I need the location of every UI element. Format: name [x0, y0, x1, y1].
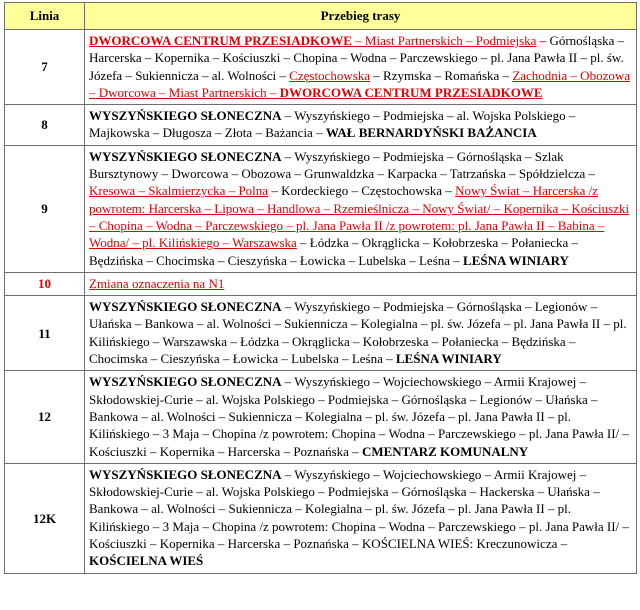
- terminal-stop: WYSZYŃSKIEGO SŁONECZNA: [89, 148, 282, 164]
- bottom-crop-edge: [0, 606, 640, 610]
- line-number: 7: [5, 30, 85, 105]
- route-description: [85, 463, 637, 573]
- route-text: – Łódzka – Okrąglicka – Kołobrzeska – Połaniecka – Będzińska – Chocimska – Cieszyńska – Łowicka – Lubelska – Leśna –: [89, 235, 579, 268]
- table-row: [5, 371, 637, 463]
- route-text: – Kordeckiego – Częstochowska –: [268, 183, 456, 199]
- line-number: 10: [5, 272, 85, 295]
- route-change-text[interactable]: Częstochowska: [289, 67, 371, 83]
- line-number: 8: [5, 105, 85, 146]
- terminal-stop: CMENTARZ KOMUNALNY: [361, 443, 529, 459]
- table-header-row: [5, 3, 637, 30]
- line-number: 9: [5, 145, 85, 272]
- route-description: [85, 296, 637, 371]
- route-text: – Rzymska – Romańska –: [370, 67, 513, 83]
- route-text: – Górnośląska – Harcerska – Kopernika – Kościuszki – Chopina – Wodna – Parczewskiego – pl. Jana Pawła II – pl. św. Józefa – Sukiennicza – al. Wolności –: [89, 33, 625, 83]
- terminal-stop: WYSZYŃSKIEGO SŁONECZNA: [89, 299, 282, 315]
- header-route: Przebieg trasy: [85, 3, 637, 30]
- route-description: [85, 105, 637, 146]
- route-description: [85, 371, 637, 463]
- terminal-stop: LEŚNA WINIARY: [463, 252, 569, 268]
- table-row: [5, 296, 637, 371]
- route-description: [85, 30, 637, 105]
- table-row: [5, 463, 637, 573]
- route-change-text[interactable]: Zachodnia – Obozowa – Dworcowa – Miast Partnerskich –: [89, 67, 630, 100]
- terminal-stop: WYSZYŃSKIEGO SŁONECZNA: [89, 466, 282, 482]
- line-number: 12K: [5, 463, 85, 573]
- terminal-stop: WAŁ BERNARDYŃSKI BAŻANCIA: [325, 125, 537, 141]
- table-row: [5, 30, 637, 105]
- route-description: [85, 272, 637, 295]
- route-description: [85, 145, 637, 272]
- terminal-stop: KOŚCIELNA WIEŚ: [89, 553, 204, 569]
- route-change-text[interactable]: – Miast Partnerskich – Podmiejska: [351, 33, 537, 48]
- table-row: [5, 145, 637, 272]
- route-text: – Wyszyńskiego – Podmiejska – Górnośląska – Legionów – Ułańska – Bankowa – al. Wolności – Sukiennicza – Kolegialna – pl. św. Józefa – pl. Jana Pawła II – pl. Kilińskiego – Warszawska – Łódzka – Okrąglicka – Kołobrzeska – Połaniecka – Będzińska – Chocimska – Cieszyńska – Łowicka – Lubelska – Leśna –: [89, 299, 627, 367]
- route-table: [4, 2, 637, 574]
- table-row: [5, 272, 637, 295]
- route-change-text[interactable]: Nowy Świat – Harcerska /z powrotem: Harcerska – Lipowa – Handlowa – Rzemieślnicza – Nowy Świat/ – Kopernika – Kościuszki – Chopina – Wodna – Parczewskiego – pl. Jana Pawła II /z powrotem: pl. Jana Pawła II – Babina – Wodna/ – pl. Kilińskiego – Warszawska: [89, 183, 630, 251]
- terminal-stop[interactable]: DWORCOWA CENTRUM PRZESIADKOWE: [89, 33, 352, 48]
- route-text: – Wyszyńskiego – Wojciechowskiego – Armii Krajowej – Skłodowskiej-Curie – al. Wojska Polskiego – Podmiejska – Górnośląska – Hackerska – Ułańska – Bankowa – al. Wolności – Sukiennicza – Kolegialna – pl. św. Józefa – pl. Jana Pawła II – pl. Kilińskiego – 3 Maja – Chopina /z powrotem: Chopina – Wodna – Parczewskiego – pl. Jana Pawła II/ – Kościuszki – Kopernika – Harcerska – Poznańska – KOŚCIELNA WIEŚ: Kreczunowicza –: [89, 466, 629, 552]
- terminal-stop: WYSZYŃSKIEGO SŁONECZNA: [89, 108, 282, 124]
- table-row: [5, 105, 637, 146]
- route-text: – Wyszyńskiego – Podmiejska – Górnośląska – Szlak Bursztynowy – Dworcowa – Obozowa – Grunwaldzka – Karpacka – Tatrzańska – Spółdzielcza –: [89, 148, 596, 182]
- route-text: – Wyszyńskiego – Wojciechowskiego – Armii Krajowej – Skłodowskiej-Curie – al. Wojska Polskiego – Podmiejska – Górnośląska – Legionów – Ułańska – Bankowa – al. Wolności – Sukiennicza – Kolegialna – pl. św. Józefa – pl. Jana Pawła II – pl. Kilińskiego – 3 Maja – Chopina /z powrotem: Chopina – Wodna – Parczewskiego – pl. Jana Pawła II/ – Kościuszki – Kopernika – Harcerska – Poznańska –: [89, 374, 629, 459]
- route-change-text[interactable]: Kresowa – Skalmierzycka – Polna: [89, 183, 269, 199]
- terminal-stop: LEŚNA WINIARY: [395, 351, 502, 367]
- route-change-text[interactable]: Zmiana oznaczenia na N1: [89, 275, 225, 291]
- route-text: – Wyszyńskiego – Podmiejska – al. Wojska Polskiego – Majkowska – Długosza – Złota – Bażancia –: [89, 108, 576, 141]
- route-rows: [5, 30, 637, 574]
- header-line: Linia: [5, 3, 85, 30]
- terminal-stop[interactable]: DWORCOWA CENTRUM PRZESIADKOWE: [279, 84, 543, 100]
- line-number: 11: [5, 296, 85, 371]
- terminal-stop: WYSZYŃSKIEGO SŁONECZNA: [89, 374, 282, 390]
- line-number: 12: [5, 371, 85, 463]
